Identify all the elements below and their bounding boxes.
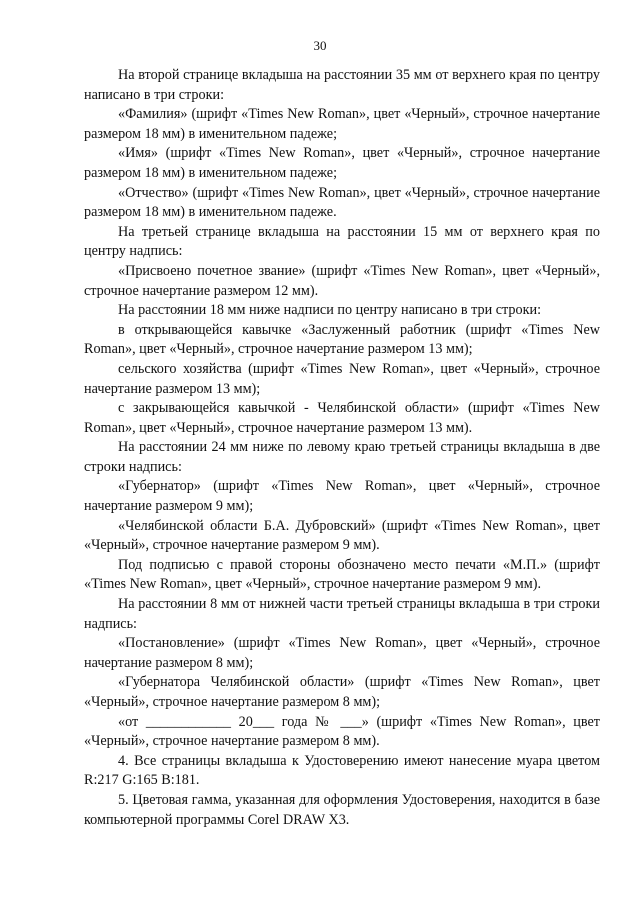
paragraph: «Губернатор» (шрифт «Times New Roman», цвет «Черный», строчное начертание размером 9 мм); — [84, 478, 600, 515]
document-body — [84, 66, 600, 830]
paragraph: «Постановление» (шрифт «Times New Roman», цвет «Черный», строчное начертание размером 8 мм); — [84, 635, 600, 671]
paragraph: Под подписью с правой стороны обозначено место печати «М.П.» (шрифт «Times New Roman», цвет «Черный», строчное начертание размером 9 мм). — [84, 556, 600, 593]
paragraph: На третьей странице вкладыша на расстоянии 15 мм от верхнего края по центру надпись: — [84, 223, 600, 260]
paragraph: «Имя» (шрифт «Times New Roman», цвет «Черный», строчное начертание размером 18 мм) в именительном падеже; — [84, 145, 600, 181]
paragraph: 5. Цветовая гамма, указанная для оформления Удостоверения, находится в базе компьютерной программы Corel DRAW X3. — [84, 791, 600, 828]
paragraph: «Губернатора Челябинской области» (шрифт «Times New Roman», цвет «Черный», строчное начертание размером 8 мм); — [84, 674, 600, 710]
paragraph: На второй странице вкладыша на расстоянии 35 мм от верхнего края по центру написано в три строки: — [84, 67, 600, 103]
paragraph: «от ____________ 20___ года № ___» (шрифт «Times New Roman», цвет «Черный», строчное начертание размером 8 мм). — [84, 713, 600, 750]
paragraph: с закрывающейся кавычкой - Челябинской области» (шрифт «Times New Roman», цвет «Черный», строчное начертание размером 13 мм). — [84, 400, 600, 436]
page-number: 30 — [313, 38, 327, 53]
paragraph: «Челябинской области Б.А. Дубровский» (шрифт «Times New Roman», цвет «Черный», строчное начертание размером 9 мм). — [84, 517, 600, 554]
paragraph: «Присвоено почетное звание» (шрифт «Times New Roman», цвет «Черный», строчное начертание размером 12 мм). — [84, 262, 600, 299]
paragraph: «Отчество» (шрифт «Times New Roman», цвет «Черный», строчное начертание размером 18 мм) в именительном падеже. — [84, 184, 600, 221]
paragraph: «Фамилия» (шрифт «Times New Roman», цвет «Черный», строчное начертание размером 18 мм) в именительном падеже; — [84, 106, 600, 142]
paragraph: сельского хозяйства (шрифт «Times New Roman», цвет «Черный», строчное начертание размером 13 мм); — [84, 360, 600, 397]
paragraph: 4. Все страницы вкладыша к Удостоверению имеют нанесение муара цветом R:217 G:165 B:181. — [84, 752, 600, 789]
paragraph: На расстоянии 8 мм от нижней части третьей страницы вкладыша в три строки надпись: — [84, 596, 600, 632]
paragraph: На расстоянии 24 мм ниже по левому краю третьей страницы вкладыша в две строки надпись: — [84, 439, 600, 475]
paragraph: в открывающейся кавычке «Заслуженный работник (шрифт «Times New Roman», цвет «Черный», строчное начертание размером 13 мм); — [84, 321, 600, 358]
paragraph: На расстоянии 18 мм ниже надписи по центру написано в три строки: — [118, 302, 542, 319]
